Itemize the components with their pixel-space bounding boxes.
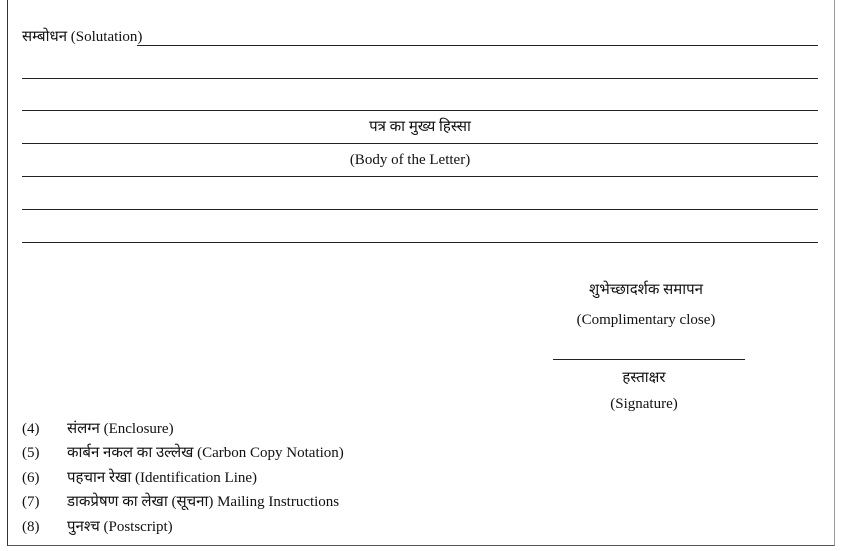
- blank-line: [22, 78, 818, 79]
- blank-line: [22, 110, 818, 111]
- salutation-line: [137, 45, 818, 46]
- body-heading-english: (Body of the Letter): [349, 152, 471, 168]
- body-line: [22, 209, 818, 210]
- list-item: पुनश्च (Postscript): [67, 519, 173, 535]
- salutation-label: सम्बोधन (Solutation): [22, 29, 143, 45]
- body-heading-hindi: पत्र का मुख्य हिस्सा: [369, 119, 471, 135]
- list-item-number: (4): [22, 421, 40, 437]
- body-line: [22, 143, 818, 144]
- signature-english: (Signature): [610, 396, 678, 412]
- complimentary-close-hindi: शुभेच्छादर्शक समापन: [589, 282, 703, 298]
- body-line: [22, 176, 818, 177]
- list-item: संलग्न (Enclosure): [67, 421, 174, 437]
- complimentary-close-english: (Complimentary close): [576, 312, 716, 328]
- signature-hindi: हस्ताक्षर: [622, 370, 666, 386]
- page-frame: [7, 0, 835, 546]
- list-item-number: (6): [22, 470, 40, 486]
- list-item: डाकप्रेषण का लेखा (सूचना) Mailing Instructions: [67, 494, 340, 510]
- list-item-number: (5): [22, 445, 40, 461]
- list-item-number: (8): [22, 519, 40, 535]
- list-item-number: (7): [22, 494, 40, 510]
- body-line: [22, 242, 818, 243]
- list-item: पहचान रेखा (Identification Line): [67, 470, 258, 486]
- signature-line: [553, 359, 745, 360]
- list-item: कार्बन नकल का उल्लेख (Carbon Copy Notation): [67, 445, 344, 461]
